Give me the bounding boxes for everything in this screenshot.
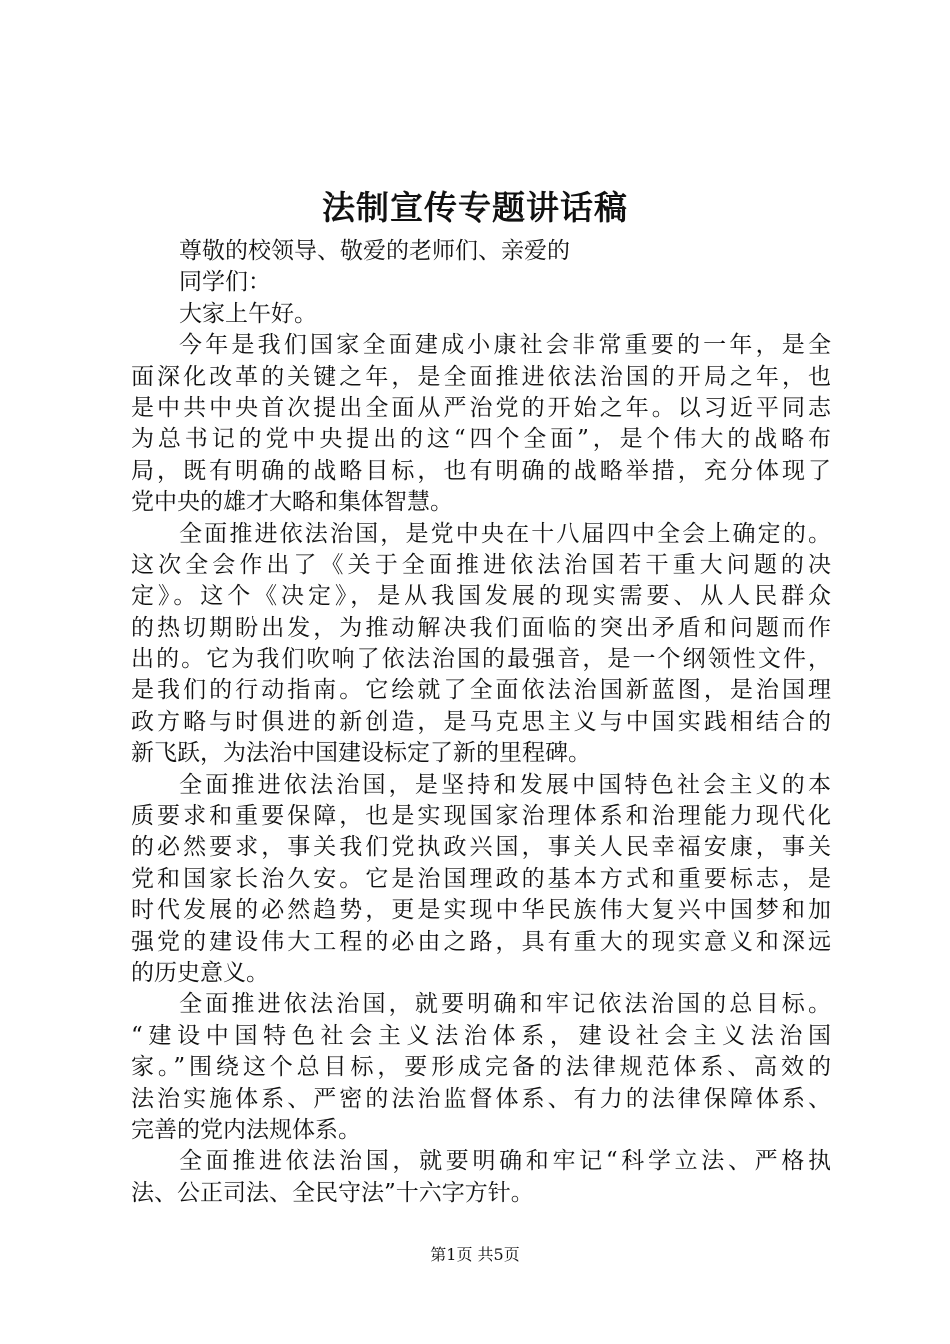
text-line: 强党的建设伟大工程的必由之路，具有重大的现实意义和深远 (131, 928, 831, 955)
text-line: 全面推进依法治国，就要明确和牢记依法治国的总目标。 (179, 991, 831, 1018)
text-line: 今年是我们国家全面建成小康社会非常重要的一年，是全 (179, 332, 831, 359)
text-line: 是中共中央首次提出全面从严治党的开始之年。以习近平同志 (131, 394, 831, 421)
page-footer: 第1页 共5页 (430, 1245, 520, 1264)
text-line: 完善的党内法规体系。 (131, 1116, 361, 1143)
text-line: 全面推进依法治国，是党中央在十八届四中全会上确定的。 (179, 520, 831, 547)
text-line: 定》。这个《决定》，是从我国发展的现实需要、从人民群众 (131, 583, 831, 610)
text-line: 党中央的雄才大略和集体智慧。 (131, 489, 453, 516)
text-line: 大家上午好。 (179, 300, 317, 327)
text-line: 全面推进依法治国，就要明确和牢记“科学立法、严格执 (179, 1148, 831, 1175)
text-line: 党和国家长治久安。它是治国理政的基本方式和重要标志，是 (131, 865, 831, 892)
text-line: 新飞跃，为法治中国建设标定了新的里程碑。 (131, 740, 591, 767)
text-line: 是我们的行动指南。它绘就了全面依法治国新蓝图，是治国理 (131, 677, 831, 704)
text-line: 法、公正司法、全民守法”十六字方针。 (131, 1179, 534, 1206)
text-line: 同学们： (179, 269, 271, 296)
text-line: 的必然要求，事关我们党执政兴国，事关人民幸福安康，事关 (131, 834, 831, 861)
text-line: 时代发展的必然趋势，更是实现中华民族伟大复兴中国梦和加 (131, 897, 831, 924)
text-line: 的热切期盼出发，为推动解决我们面临的突出矛盾和问题而作 (131, 614, 831, 641)
text-line: 的历史意义。 (131, 959, 269, 986)
document-title: 法制宣传专题讲话稿 (322, 188, 628, 227)
text-line: 政方略与时俱进的新创造，是马克思主义与中国实践相结合的 (131, 708, 831, 735)
text-line: 尊敬的校领导、敬爱的老师们、亲爱的 (179, 238, 570, 264)
text-line: 家。”围绕这个总目标，要形成完备的法律规范体系、高效的 (131, 1054, 831, 1081)
text-line: 全面推进依法治国，是坚持和发展中国特色社会主义的本 (179, 771, 831, 798)
text-line: 面深化改革的关键之年，是全面推进依法治国的开局之年，也 (131, 363, 831, 390)
text-line: “建设中国特色社会主义法治体系，建设社会主义法治国 (131, 1022, 831, 1049)
text-line: 局，既有明确的战略目标，也有明确的战略举措，充分体现了 (131, 457, 831, 484)
text-line: 这次全会作出了《关于全面推进依法治国若干重大问题的决 (131, 551, 831, 578)
text-line: 法治实施体系、严密的法治监督体系、有力的法律保障体系、 (131, 1085, 831, 1112)
document-body (131, 236, 831, 1209)
text-line: 出的。它为我们吹响了依法治国的最强音，是一个纲领性文件， (131, 646, 831, 673)
text-line: 为总书记的党中央提出的这“四个全面”，是个伟大的战略布 (131, 426, 831, 453)
text-line: 质要求和重要保障，也是实现国家治理体系和治理能力现代化 (131, 803, 831, 830)
